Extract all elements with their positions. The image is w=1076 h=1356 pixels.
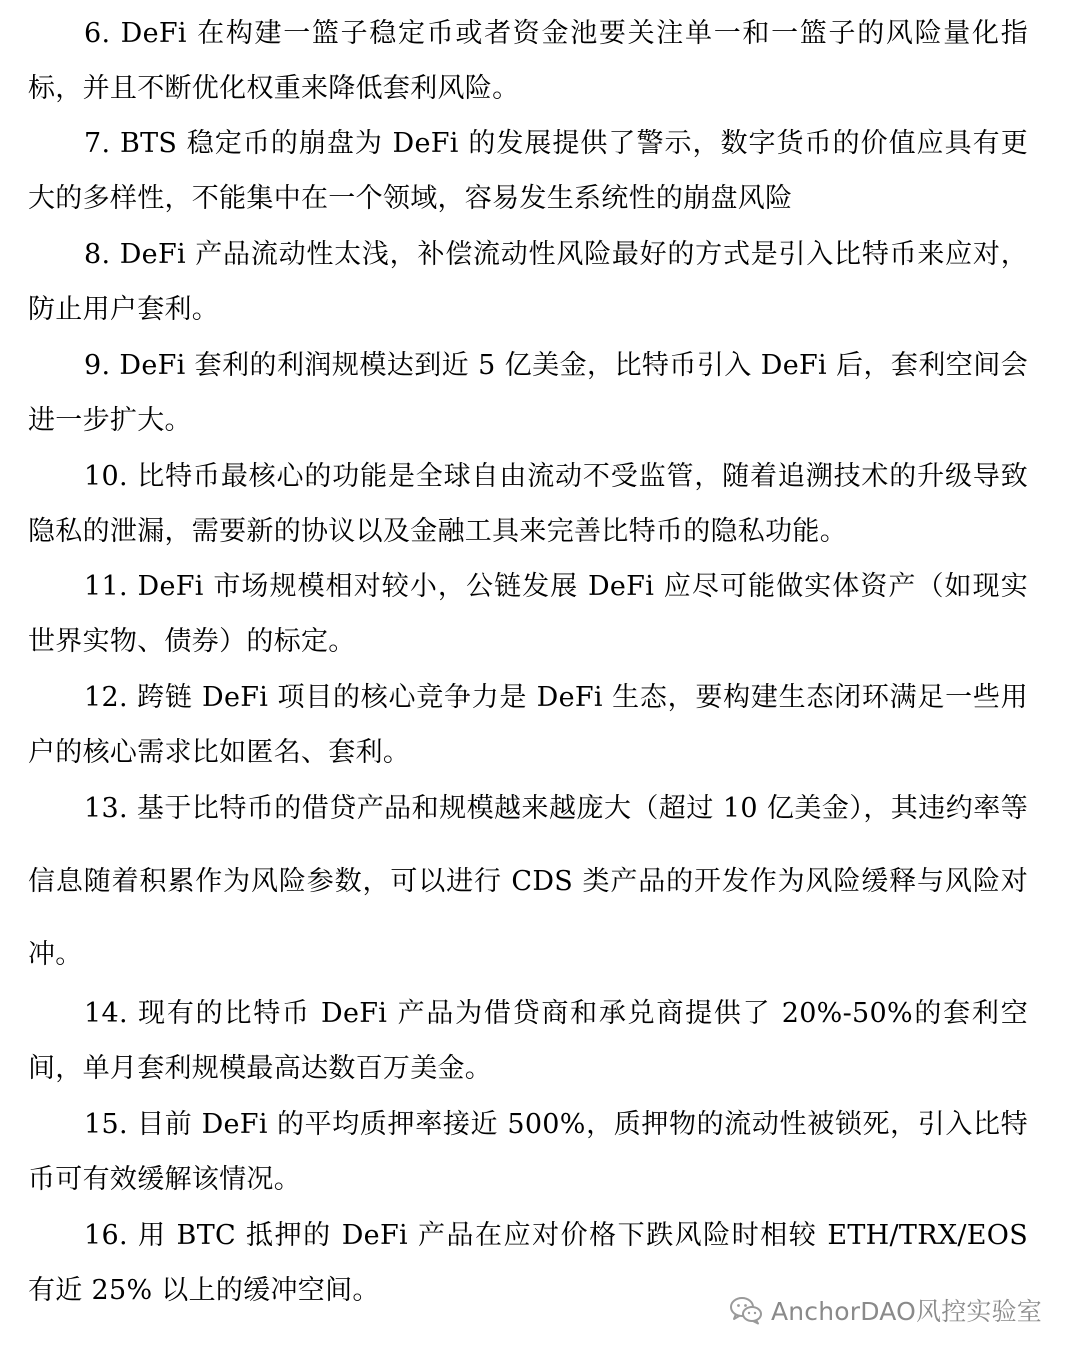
paragraph-6: 6. DeFi 在构建一篮子稳定币或者资金池要关注单一和一篮子的风险量化指标，并且不断优化权重来降低套利风险。 (28, 18, 1028, 104)
paragraph-10: 10. 比特币最核心的功能是全球自由流动不受监管，随着追溯技术的升级导致隐私的泄漏，需要新的协议以及金融工具来完善比特币的隐私功能。 (28, 461, 1028, 547)
paragraph-12: 12. 跨链 DeFi 项目的核心竞争力是 DeFi 生态，要构建生态闭环满足一些用户的核心需求比如匿名、套利。 (28, 682, 1028, 768)
paragraph-15: 15. 目前 DeFi 的平均质押率接近 500%，质押物的流动性被锁死，引入比特币可有效缓解该情况。 (28, 1109, 1028, 1195)
paragraph-13: 13. 基于比特币的借贷产品和规模越来越庞大（超过 10 亿美金），其违约率等信息随着积累作为风险参数，可以进行 CDS 类产品的开发作为风险缓释与风险对冲。 (28, 793, 1028, 970)
paragraph-9: 9. DeFi 套利的利润规模达到近 5 亿美金，比特币引入 DeFi 后，套利空间会进一步扩大。 (28, 350, 1028, 436)
paragraph-8: 8. DeFi 产品流动性太浅，补偿流动性风险最好的方式是引入比特币来应对，防止用户套利。 (28, 239, 1028, 325)
paragraph-11: 11. DeFi 市场规模相对较小，公链发展 DeFi 应尽可能做实体资产（如现实世界实物、债券）的标定。 (28, 571, 1028, 657)
paragraph-14: 14. 现有的比特币 DeFi 产品为借贷商和承兑商提供了 20%-50%的套利空间，单月套利规模最高达数百万美金。 (28, 998, 1028, 1084)
watermark-text: AnchorDAO风控实验室 (770, 1297, 1042, 1326)
paragraph-7: 7. BTS 稳定币的崩盘为 DeFi 的发展提供了警示，数字货币的价值应具有更大的多样性，不能集中在一个领域，容易发生系统性的崩盘风险 (28, 128, 1028, 214)
paragraph-16: 16. 用 BTC 抵押的 DeFi 产品在应对价格下跌风险时相较 ETH/TRX/EOS 有近 25% 以上的缓冲空间。 (28, 1220, 1028, 1306)
wechat-icon (729, 1295, 763, 1325)
watermark (729, 1290, 1042, 1330)
